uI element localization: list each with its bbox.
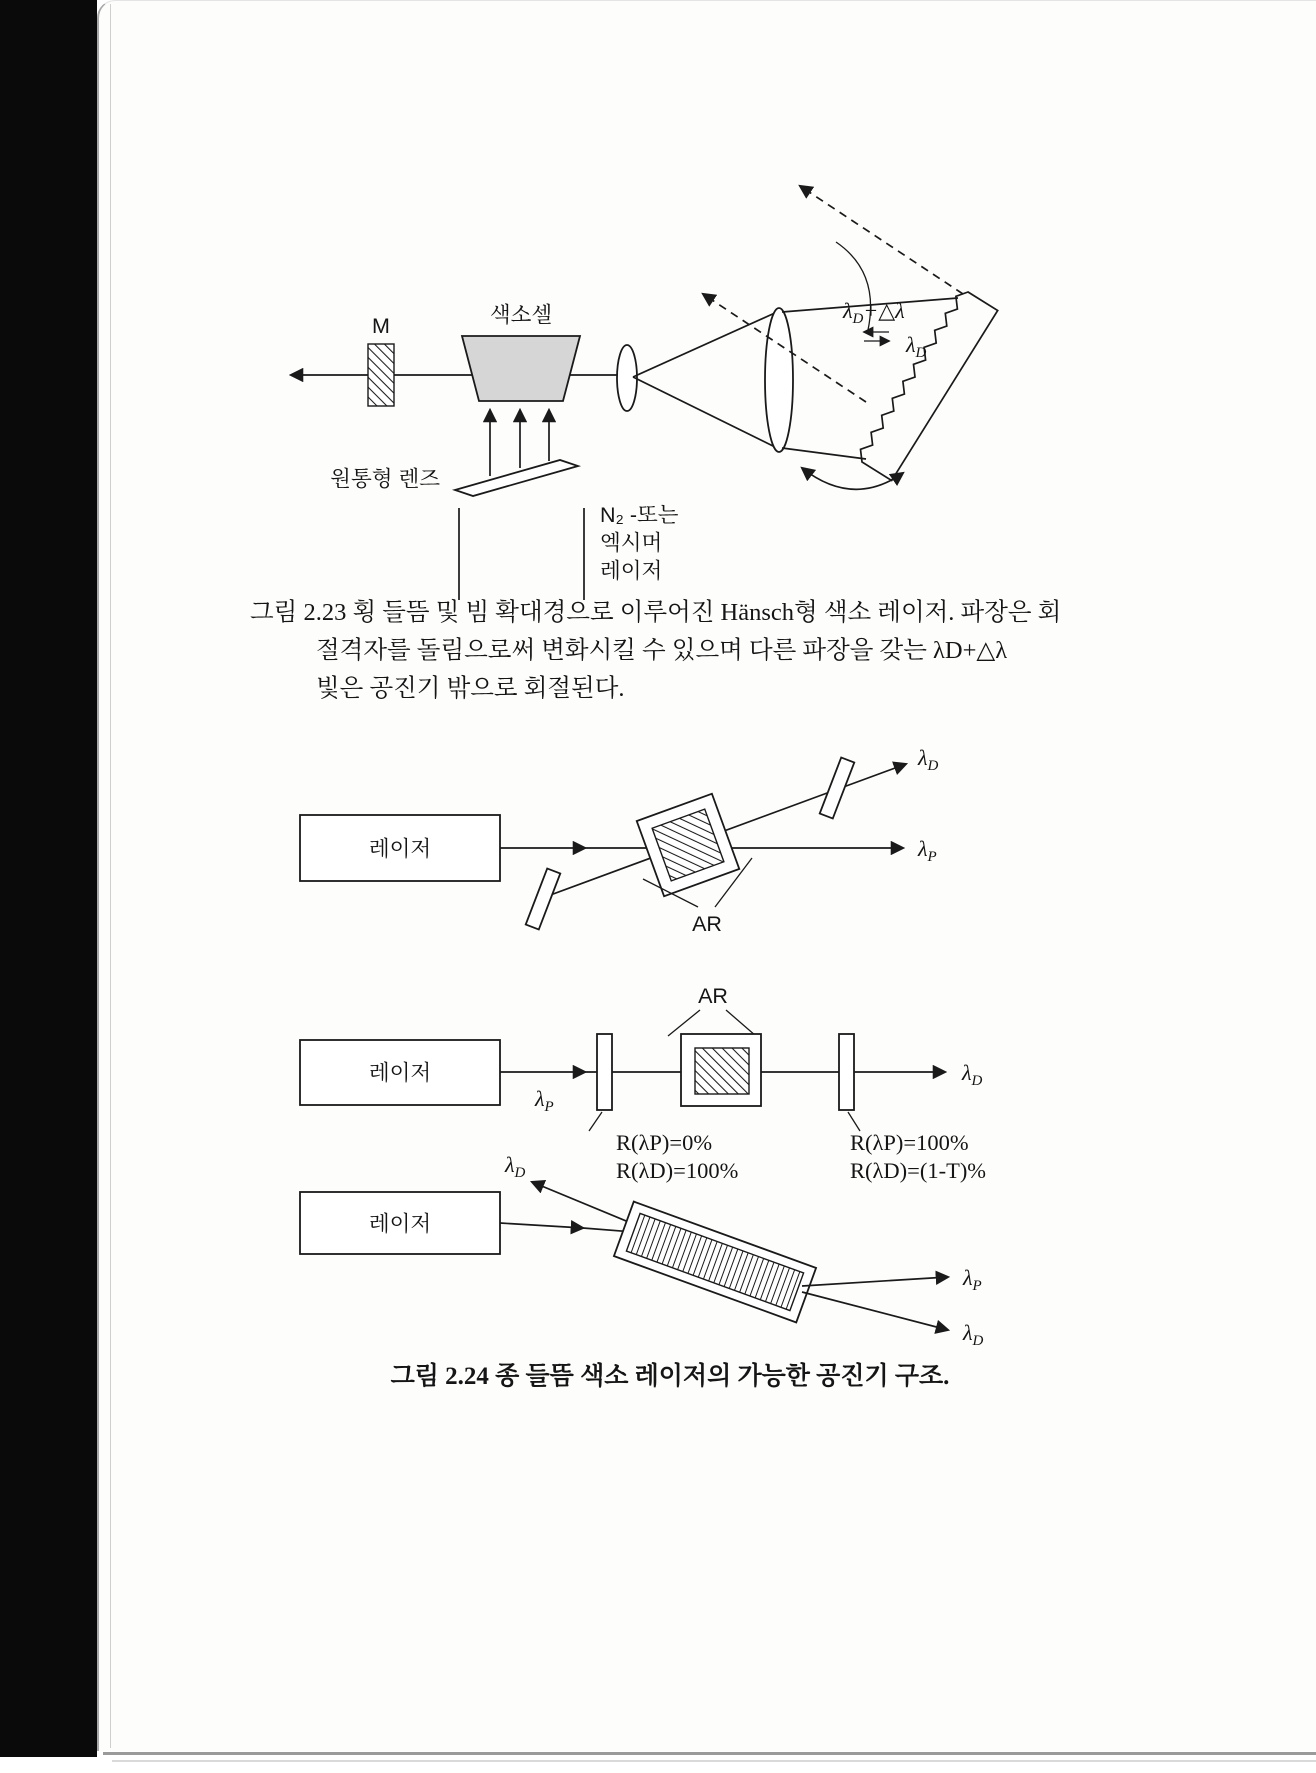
expanding-ray-bottom [633,377,777,448]
mirror-m [368,344,394,406]
lambda-d-label: $\lambda_D$ [906,332,927,361]
mirror1-reflectivity-d: R(λD)=100% [616,1158,739,1183]
caption-line: 절격자를 돌림으로써 변화시킬 수 있으며 다른 파장을 갖는 λD+△λ [316,637,1008,664]
lambda-p-label: $\lambda_P$ [918,836,937,865]
beam-expander-lens [765,308,793,452]
figure-2-24-config-1 [300,745,939,936]
pump-laser-label [600,503,679,583]
mirror2-callout [848,1112,860,1131]
pump-beam-segment [500,1223,583,1228]
pump-laser-housing [459,508,584,600]
cylindrical-lens [455,460,578,496]
lambda-d-label: $\lambda_D$ [918,745,939,774]
caption-line: 그림 2.23 횡 들뜸 및 빔 확대경으로 이루어진 Hänsch형 색소 레이저. 파장은 회 [250,599,1062,626]
svg-text:레이저: 레이저 [600,559,663,583]
svg-text:엑시머: 엑시머 [600,531,663,555]
dye-cell [681,1034,761,1106]
mirror1-reflectivity-p: R(λP)=0% [616,1130,713,1155]
tilted-dye-cell [637,794,740,897]
cylindrical-lens-label: 원통형 렌즈 [330,467,440,491]
figure-2-23 [291,186,998,600]
ar-label: AR [698,984,728,1008]
dfb-output-d [802,1292,948,1330]
cavity-mirror-1 [526,868,561,929]
mirror2-reflectivity-d: R(λD)=(1-T)% [850,1158,987,1183]
pump-laser-box-label: 레이저 [368,1212,432,1236]
figure-2-23-caption [250,594,1090,708]
expanding-ray-top [633,312,777,377]
lambda-d-label: $\lambda_D$ [962,1060,983,1089]
output-mirror [839,1034,854,1110]
mirror-m-label: M [372,314,390,338]
lambda-d-label-top: $\lambda_D$ [505,1152,526,1181]
pump-laser-box-label: 레이저 [368,1061,432,1085]
lambda-p-label: $\lambda_P$ [535,1086,554,1115]
figure-2-24-config-2 [300,984,986,1183]
dfb-grating-structure [614,1202,816,1323]
lambda-d-label: $\lambda_D$ [963,1320,984,1349]
cavity-mirror-2 [820,757,855,818]
diffracted-beam-dashed-1 [800,186,963,294]
ar-pointer-right [726,1010,756,1036]
svg-text:N₂ -또는: N₂ -또는 [600,503,679,527]
standing-wave-arrows [864,332,889,341]
mirror2-reflectivity-p: R(λP)=100% [850,1130,969,1155]
dfb-output-p [802,1277,948,1286]
dye-cell-label: 색소셀 [489,303,553,327]
figure-2-24-caption: 그림 2.24 종 들뜸 색소 레이저의 가능한 공진기 구조. [390,1363,950,1390]
pump-laser-box-label: 레이저 [368,837,432,861]
lambda-d-plus-delta-label: $\lambda_D+\triangle\lambda$ [843,298,905,327]
collimated-ray-bottom [782,448,866,459]
dye-cell [462,336,580,401]
input-mirror [597,1034,612,1110]
caption-line: 빛은 공진기 밖으로 회절된다. [316,675,625,702]
mirror1-callout [589,1112,602,1131]
ar-pointer-left [668,1010,700,1036]
lambda-p-label: $\lambda_P$ [963,1265,982,1294]
ar-label: AR [692,912,722,936]
